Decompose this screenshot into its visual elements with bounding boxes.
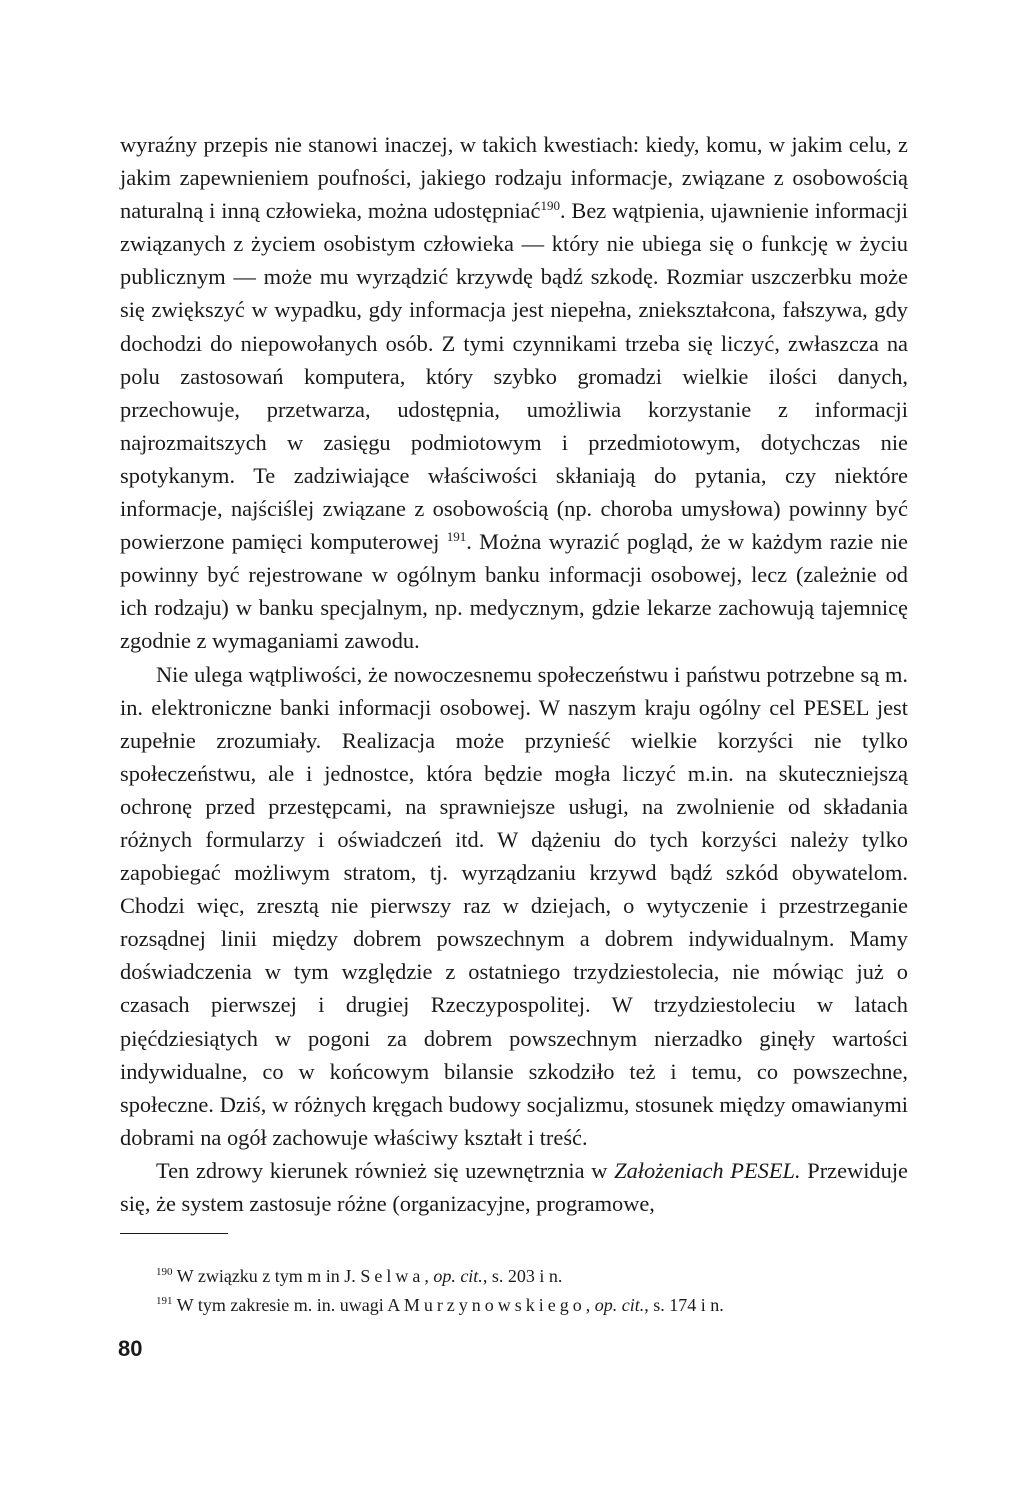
footnote-text: W związku z tym m in J. — [172, 1266, 361, 1286]
footnote-pages: , s. 174 i n. — [644, 1295, 724, 1315]
body-text — [120, 128, 908, 1220]
footnote-pages: , s. 203 i n. — [482, 1266, 563, 1286]
footnote-separator: , — [585, 1295, 595, 1315]
footnote-text: W tym zakresie m. in. uwagi A — [172, 1295, 404, 1315]
footnote-separator: , — [424, 1266, 434, 1286]
footnote-author: Murzynowskiego — [403, 1295, 586, 1315]
paragraph-3-italic-title: Założeniach PESEL. — [614, 1157, 801, 1183]
paragraph-1-text-b: . Bez wątpienia, ujawnienie informacji związanych z życiem osobistym człowieka — który nie ubiega się o funkcję w życiu publicznym — może mu wyrządzić krzywdę bądź szkodę. Rozmiar uszczerbku może się zwiększyć w wypadku, gdy informacja jest niepełna, zniekształcona, fałszywa, gdy dochodzi do niepowołanych osób. Z tymi czynnikami trzeba się liczyć, zwłaszcza na polu zastosowań komputera, który szybko gromadzi wielkie ilości danych, przechowuje, przetwarza, udostępnia, umożliwia korzystanie z informacji najrozmaitszych w zasięgu podmiotowym i przedmiotowym, dotychczas nie spotykanym. Te zadziwiające właściwości skłaniają do pytania, czy niektóre informacje, najściślej związane z osobowością (np. choroba umysłowa) powinny być powierzone pamięci komputerowej — [120, 198, 908, 555]
footnote-citation: op. cit. — [433, 1266, 483, 1286]
footnote-citation: op. cit. — [594, 1295, 645, 1315]
paragraph-1-text-a: wyraźny przepis nie stanowi inaczej, w takich kwestiach: kiedy, komu, w jakim celu, z jakim zapewnieniem poufności, jakiego rodzaju informacje, związane z osobowością naturalną i inną człowieka, można udostępniać — [120, 132, 908, 224]
paragraph-3-text-b: Przewiduje się, że system zastosuje różne (organizacyjne, programowe, — [120, 1157, 908, 1216]
footnote-divider — [120, 1233, 228, 1234]
footnote-ref-190[interactable]: 190 — [540, 198, 560, 214]
page-content — [120, 128, 908, 1220]
paragraph-3-text-a: Ten zdrowy kierunek również się uzewnętrznia w — [156, 1157, 615, 1183]
footnotes — [156, 1262, 916, 1320]
footnote-number: 190 — [156, 1266, 173, 1278]
footnote-author: Selwa — [360, 1266, 425, 1286]
page-number: 80 — [118, 1336, 143, 1361]
paragraph-3 — [120, 1154, 908, 1220]
paragraph-1 — [120, 128, 908, 658]
paragraph-1-text-c: . Można wyrazić pogląd, że w każdym razie nie powinny być rejestrowane w ogólnym banku informacji osobowej, lecz (zależnie od ich rodzaju) w banku specjalnym, np. medycznym, gdzie lekarze zachowują tajemnicę zgodnie z wymaganiami zawodu. — [120, 529, 908, 654]
footnote-191 — [156, 1291, 916, 1320]
footnote-ref-191[interactable]: 191 — [446, 529, 467, 545]
paragraph-2: Nie ulega wątpliwości, że nowoczesnemu społeczeństwu i państwu potrzebne są m. in. elektroniczne banki informacji osobowej. W naszym kraju ogólny cel PESEL jest zupełnie zrozumiały. Realizacja może przynieść wielkie korzyści nie tylko społeczeństwu, ale i jednostce, która będzie mogła liczyć m.in. na skuteczniejszą ochronę przed przestępcami, na sprawniejsze usługi, na zwolnienie od składania różnych formularzy i oświadczeń itd. W dążeniu do tych korzyści należy tylko zapobiegać możliwym stratom, tj. wyrządzaniu krzywd bądź szkód obywatelom. Chodzi więc, zresztą nie pierwszy raz w dziejach, o wytyczenie i przestrzeganie rozsądnej linii między dobrem powszechnym a dobrem indywidualnym. Mamy doświadczenia w tym względzie z ostatniego trzydziestolecia, nie mówiąc już o czasach pierwszej i drugiej Rzeczypospolitej. W trzydziestoleciu w latach pięćdziesiątych w pogoni za dobrem powszechnym nierzadko ginęły wartości indywidualne, co w końcowym bilansie szkodziło też i temu, co powszechne, społeczne. Dziś, w różnych kręgach budowy socjalizmu, stosunek między omawianymi dobrami na ogół zachowuje właściwy kształt i treść. — [120, 661, 908, 1150]
footnote-190 — [156, 1262, 916, 1291]
footnote-number: 191 — [156, 1295, 173, 1307]
